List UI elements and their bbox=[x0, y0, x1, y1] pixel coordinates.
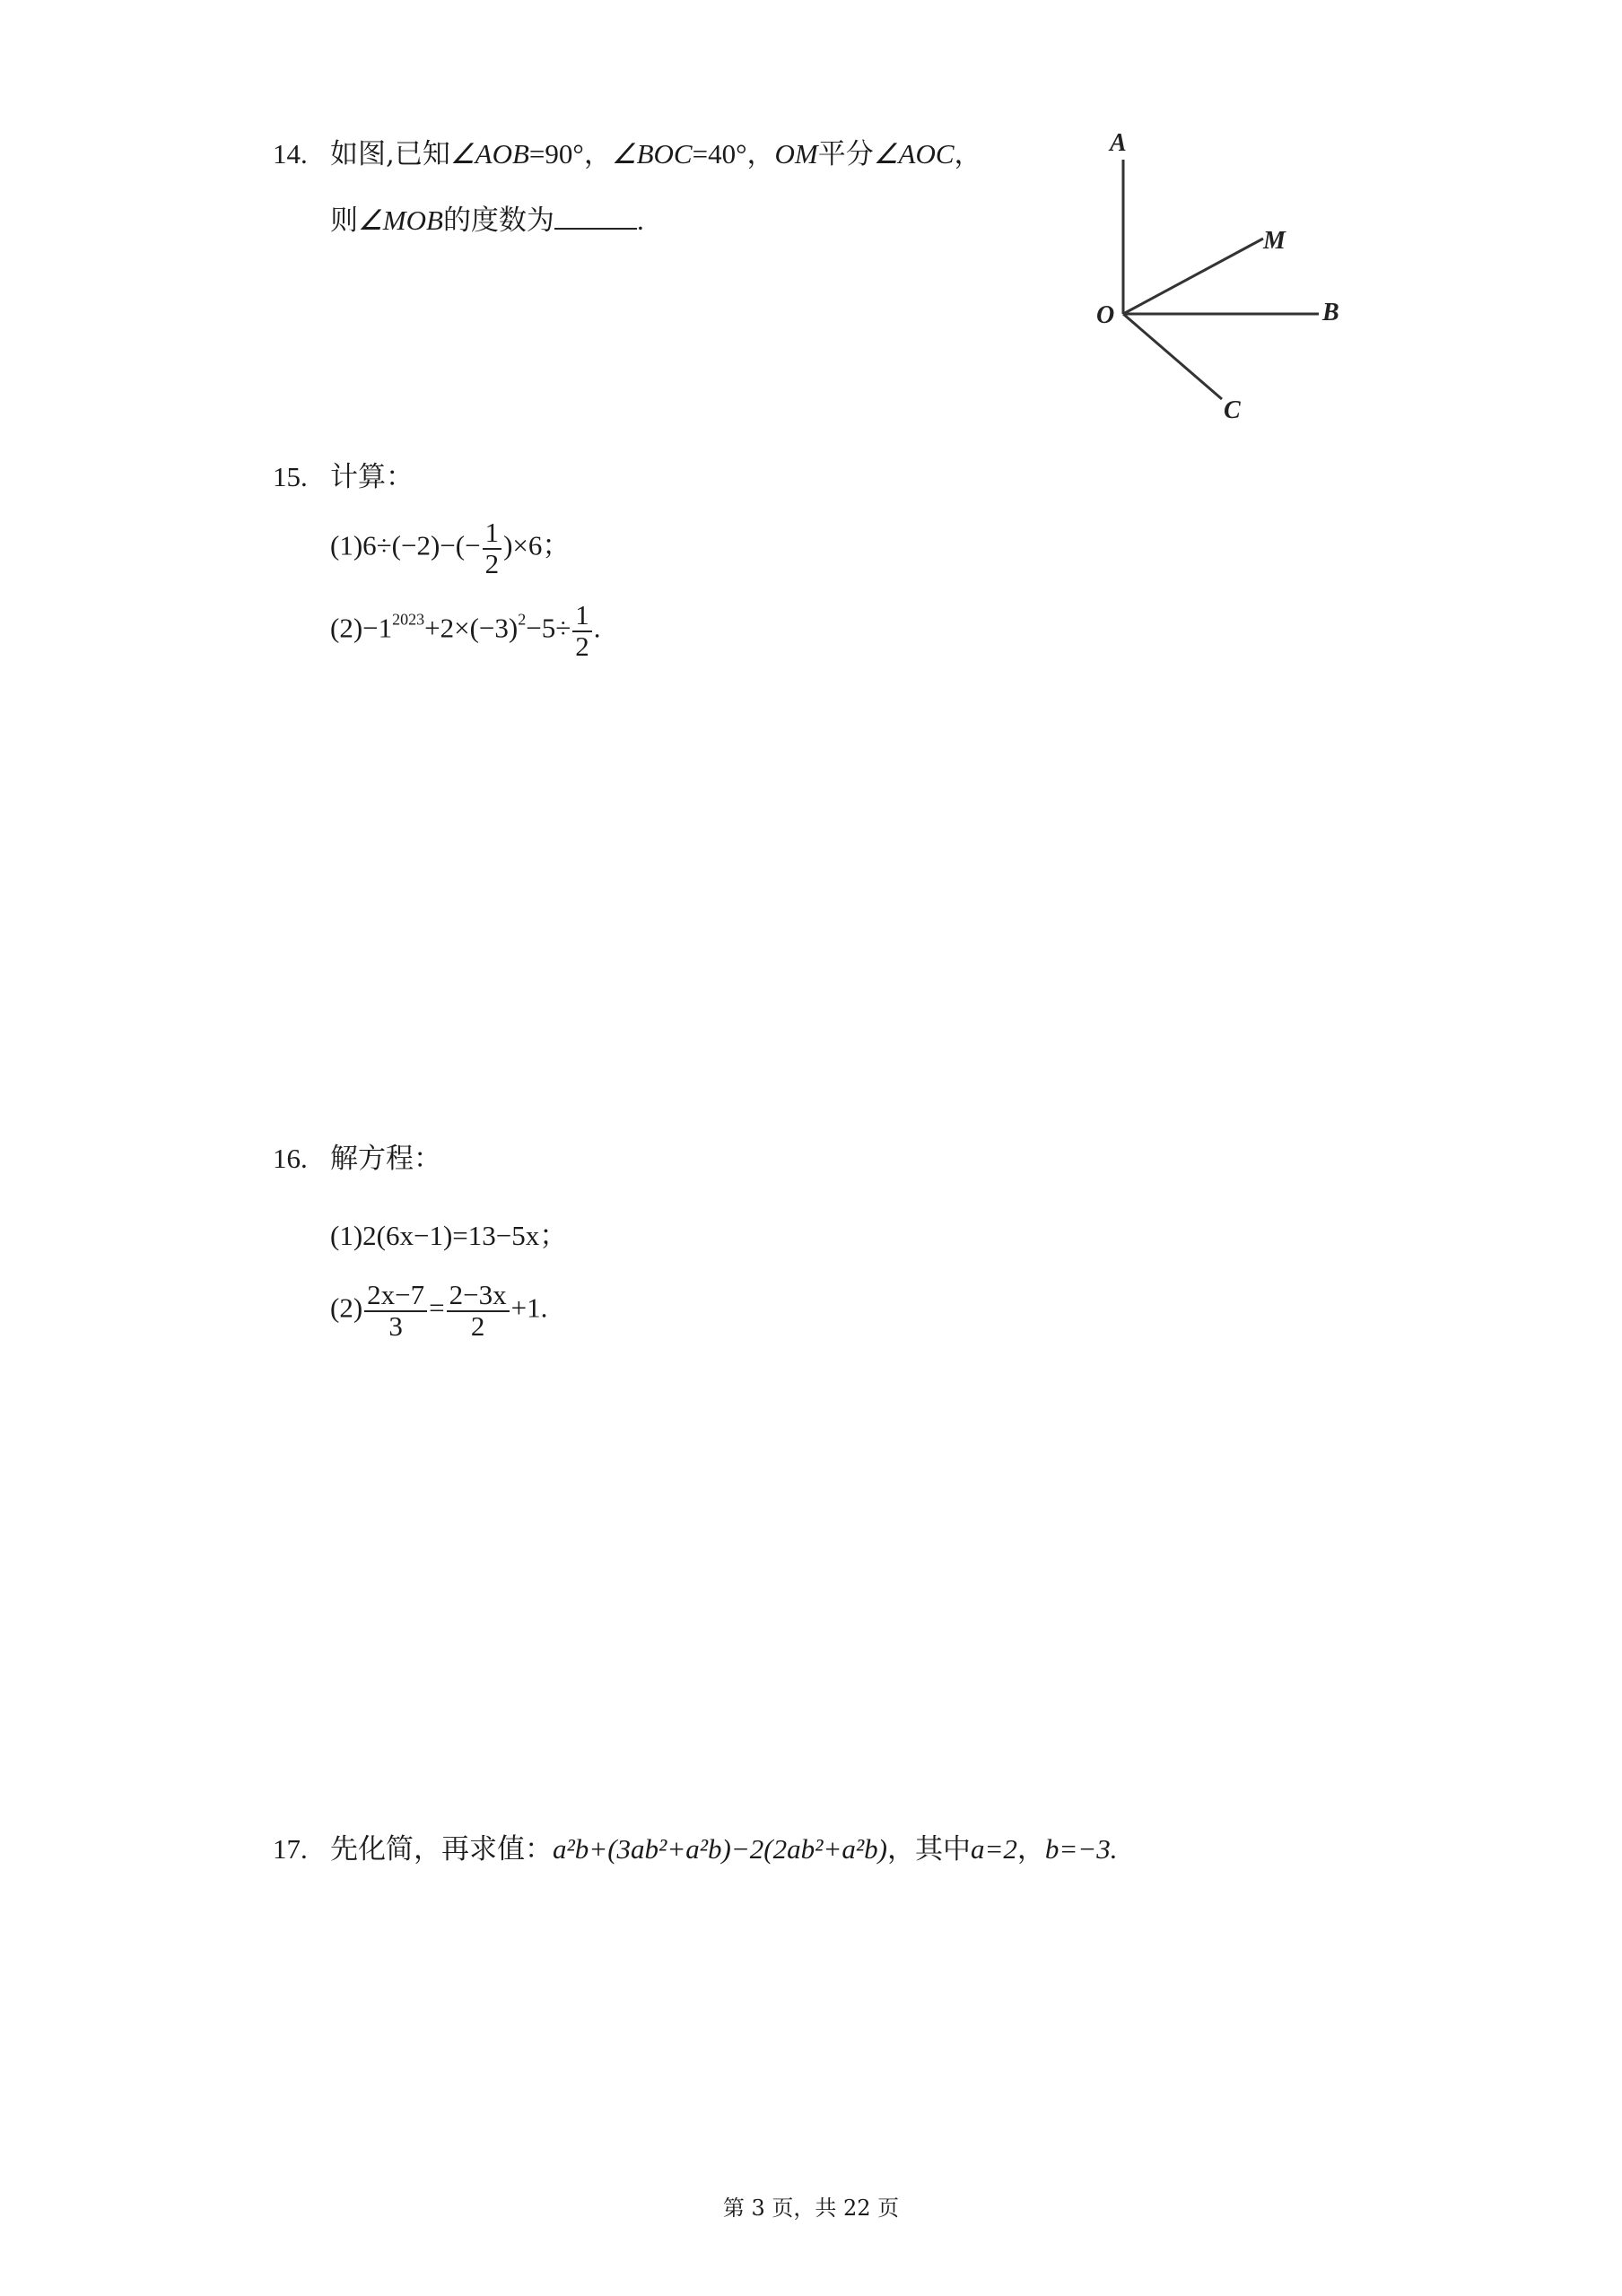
question-17-text: 先化简，再求值：a²b+(3ab²+a²b)−2(2ab²+a²b)，其中a=2，b=−3. bbox=[330, 1833, 1118, 1866]
ray-OM bbox=[1123, 239, 1263, 314]
question-number: 17. bbox=[273, 1833, 308, 1865]
question-number: 14. bbox=[273, 138, 308, 170]
label-M: M bbox=[1263, 227, 1286, 255]
label-O: O bbox=[1096, 301, 1115, 329]
label-C: C bbox=[1224, 396, 1241, 422]
question-14-line-2: 则∠MOB的度数为 . bbox=[330, 204, 644, 237]
ray-OC bbox=[1123, 314, 1222, 399]
fraction: $\frac{1}{2}$ bbox=[572, 601, 592, 661]
question-14-line-1: 如图,已知∠AOB=90°，∠BOC=40°，OM平分∠AOC， bbox=[330, 138, 982, 170]
fraction: $\frac{2x-7}{3}$ bbox=[364, 1281, 427, 1341]
question-15-title: 计算： bbox=[330, 461, 414, 493]
answer-blank bbox=[554, 203, 637, 230]
question-number: 16. bbox=[273, 1143, 308, 1174]
q15-part-1: (1)6÷(−2)−(− $\frac{1}{2}$ )×6； bbox=[330, 517, 571, 579]
label-B: B bbox=[1322, 299, 1339, 326]
question-16-title: 解方程： bbox=[330, 1143, 441, 1175]
q16-part-2: (2) $\frac{2x-7}{3}$ = $\frac{2-3x}{2}$ +1. bbox=[330, 1279, 548, 1342]
q15-part-2: $(2)-1^{2023}+2\times(-3)^2-5\div$ $\frac{1}{2}$ . bbox=[330, 599, 601, 662]
q16-part-1: (1)2(6x−1)=13−5x； bbox=[330, 1220, 568, 1251]
fraction: $\frac{2-3x}{2}$ bbox=[447, 1281, 510, 1341]
label-A: A bbox=[1110, 129, 1127, 157]
question-number: 15. bbox=[273, 461, 308, 492]
fraction: $\frac{1}{2}$ bbox=[483, 518, 502, 578]
angle-figure bbox=[1077, 126, 1346, 422]
page-footer: 第 3 页，共 22 页 bbox=[722, 2196, 900, 2221]
